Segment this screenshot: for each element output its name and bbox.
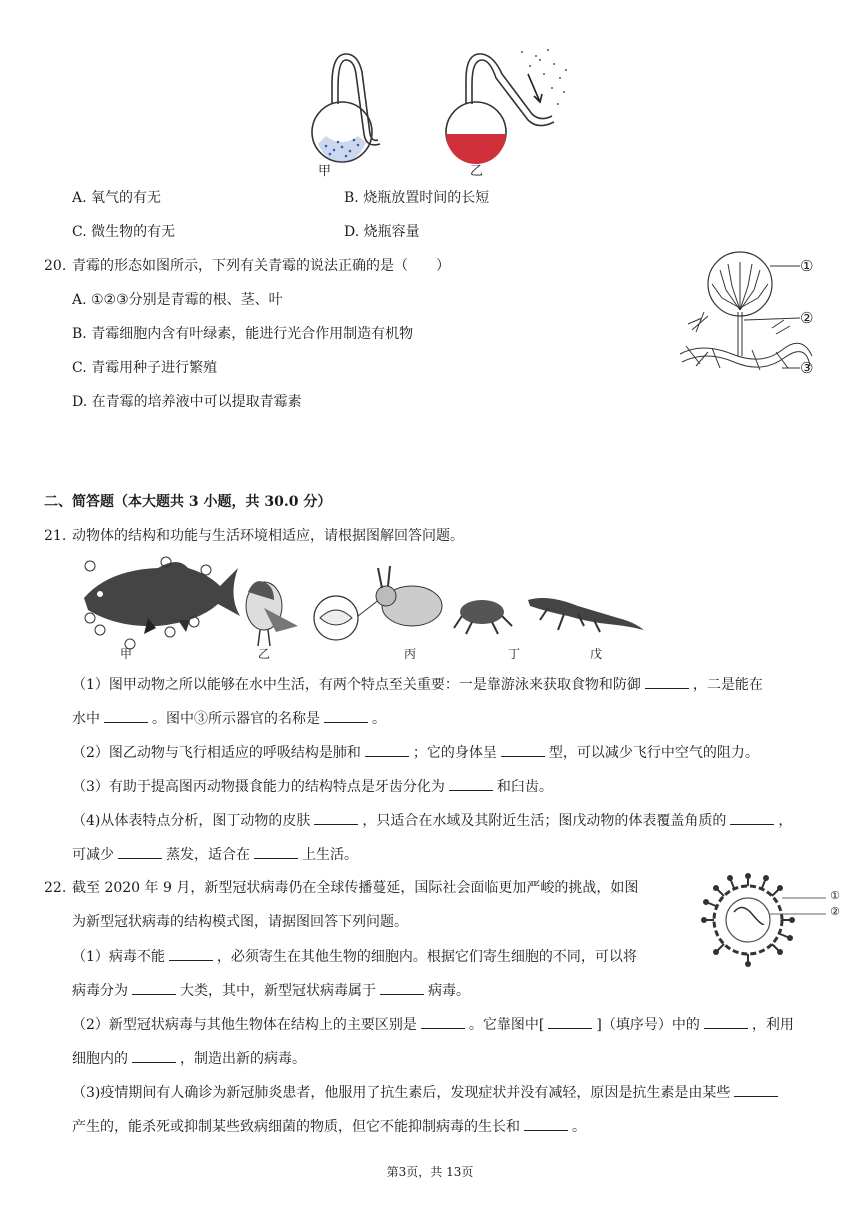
q19-option-d: D. 烧瓶容量 bbox=[344, 224, 420, 240]
q22-part2-line2: 细胞内的 ，制造出新的病毒。 bbox=[72, 1048, 306, 1069]
q20-option-b: B. 青霉细胞内含有叶绿素，能进行光合作用制造有机物 bbox=[72, 326, 414, 342]
rabbit-illustration bbox=[314, 566, 442, 640]
flask-label-jia: 甲 bbox=[318, 164, 332, 179]
answer-blank[interactable] bbox=[421, 1014, 465, 1029]
answer-blank[interactable] bbox=[730, 810, 774, 825]
fish-illustration bbox=[84, 562, 240, 634]
q20-option-c: C. 青霉用种子进行繁殖 bbox=[72, 360, 218, 376]
answer-blank[interactable] bbox=[449, 776, 493, 791]
airborne-particles bbox=[521, 49, 567, 105]
penicillium-label-3: ③ bbox=[800, 359, 814, 377]
answer-blank[interactable] bbox=[324, 708, 368, 723]
q22-part1-line1: （1）病毒不能 ，必须寄生在其他生物的细胞内。根据它们寄生细胞的不同，可以将 bbox=[72, 946, 637, 967]
animal-label-bing: 丙 bbox=[404, 647, 417, 661]
virus-label-2: ② bbox=[830, 905, 840, 918]
answer-blank[interactable] bbox=[501, 742, 545, 757]
answer-blank[interactable] bbox=[132, 1048, 176, 1063]
animal-label-jia: 甲 bbox=[120, 647, 133, 661]
swan-neck-flasks-figure bbox=[296, 44, 576, 184]
flask-jia bbox=[312, 54, 380, 162]
q22-number: 22. bbox=[44, 880, 67, 896]
answer-blank[interactable] bbox=[380, 980, 424, 995]
answer-blank[interactable] bbox=[132, 980, 176, 995]
q21-part4-line1: （4)从体表特点分析，图丁动物的皮肤 ，只适合在水域及其附近生活；图戊动物的体表覆盖角质的 ， bbox=[72, 810, 792, 831]
flask-label-yi: 乙 bbox=[470, 164, 484, 179]
animal-label-wu: 戊 bbox=[590, 647, 603, 661]
q22-part1-line2: 病毒分为 大类，其中，新型冠状病毒属于 病毒。 bbox=[72, 980, 470, 1001]
animals-figure bbox=[78, 556, 648, 652]
arrow-icon bbox=[528, 74, 542, 102]
q22-part3-line1: （3)疫情期间有人确诊为新冠肺炎患者，他服用了抗生素后，发现症状并没有减轻，原因是抗生素是由某些 bbox=[72, 1082, 782, 1103]
lizard-illustration bbox=[528, 598, 644, 632]
q21-part1-line1: （1）图甲动物之所以能够在水中生活，有两个特点至关重要：一是靠游泳来获取食物和防御 ，二是能在 bbox=[72, 674, 763, 695]
q19-option-c: C. 微生物的有无 bbox=[72, 224, 176, 240]
q21-part1-line2: 水中 。图中③所示器官的名称是 。 bbox=[72, 708, 386, 729]
answer-blank[interactable] bbox=[548, 1014, 592, 1029]
q20-option-d: D. 在青霉的培养液中可以提取青霉素 bbox=[72, 394, 302, 410]
frog-illustration bbox=[454, 600, 512, 634]
answer-blank[interactable] bbox=[169, 946, 213, 961]
q19-option-b: B. 烧瓶放置时间的长短 bbox=[344, 190, 490, 206]
coronavirus-figure bbox=[686, 872, 846, 972]
q21-stem: 动物体的结构和功能与生活环境相适应，请根据图解回答问题。 bbox=[72, 528, 464, 544]
q22-stem-line2: 为新型冠状病毒的结构模式图，请据图回答下列问题。 bbox=[72, 914, 408, 930]
q22-part3-line2: 产生的，能杀死或抑制某些致病细菌的物质，但它不能抑制病毒的生长和 。 bbox=[72, 1116, 586, 1137]
pigeon-illustration bbox=[246, 581, 298, 646]
penicillium-label-1: ① bbox=[800, 257, 814, 275]
answer-blank[interactable] bbox=[645, 674, 689, 689]
q21-part3: （3）有助于提高图丙动物摄食能力的结构特点是牙齿分化为 和臼齿。 bbox=[72, 776, 553, 797]
answer-blank[interactable] bbox=[704, 1014, 748, 1029]
q20-option-a: A. ①②③分别是青霉的根、茎、叶 bbox=[72, 292, 283, 308]
answer-blank[interactable] bbox=[314, 810, 358, 825]
answer-blank[interactable] bbox=[104, 708, 148, 723]
answer-blank[interactable] bbox=[118, 844, 162, 859]
flask-yi bbox=[446, 54, 554, 164]
q22-stem-line1: 截至 2020 年 9 月，新型冠状病毒仍在全球传播蔓延，国际社会面临更加严峻的挑战，如图 bbox=[72, 880, 639, 896]
virus-label-1: ① bbox=[830, 889, 840, 902]
penicillium-label-2: ② bbox=[800, 309, 814, 327]
q22-part2-line1: （2）新型冠状病毒与其他生物体在结构上的主要区别是 。它靠图中[ ]（填序号）中的 ，利用 bbox=[72, 1014, 794, 1035]
q21-number: 21. bbox=[44, 528, 67, 544]
q21-part2: （2）图乙动物与飞行相适应的呼吸结构是肺和 ；它的身体呈 型，可以减少飞行中空气的阻力。 bbox=[72, 742, 759, 763]
answer-blank[interactable] bbox=[365, 742, 409, 757]
q19-option-a: A. 氧气的有无 bbox=[72, 190, 162, 206]
answer-blank[interactable] bbox=[254, 844, 298, 859]
q20-number: 20. bbox=[44, 258, 67, 274]
q21-part4-line2: 可减少 蒸发，适合在 上生活。 bbox=[72, 844, 358, 865]
answer-blank[interactable] bbox=[734, 1082, 778, 1097]
answer-blank[interactable] bbox=[524, 1116, 568, 1131]
animal-label-ding: 丁 bbox=[508, 647, 521, 661]
section-title: 二、简答题（本大题共 3 小题，共 30.0 分） bbox=[44, 494, 332, 510]
q20-stem: 青霉的形态如图所示，下列有关青霉的说法正确的是（ ） bbox=[72, 258, 450, 274]
page-footer: 第3页，共 13页 bbox=[386, 1165, 474, 1179]
animal-label-yi: 乙 bbox=[258, 647, 271, 661]
